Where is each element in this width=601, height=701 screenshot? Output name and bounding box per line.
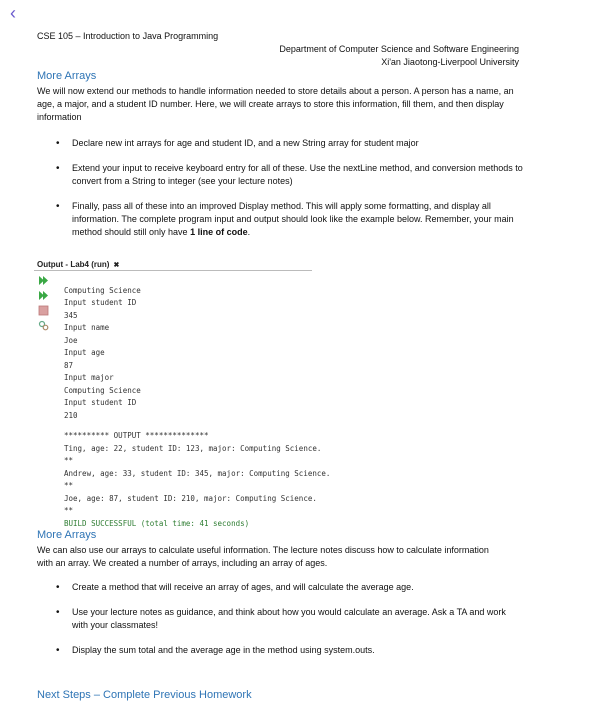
bullet-text: Extend your input to receive keyboard entry for all of these. Use the nextLine method, and conversion methods to convert from a String to integer (see your lecture notes) [72,163,523,186]
section2-bullet-list [56,581,516,657]
bullet-text: Use your lecture notes as guidance, and think about how you would calculate an average. Ask a TA and work with your classmates! [72,607,506,630]
back-icon[interactable]: ‹ [10,3,16,23]
console-line: Joe [64,335,78,345]
console-result: Ting, age: 22, student ID: 123, major: Computing Science. [64,443,322,453]
section1-intro: We will now extend our methods to handle information needed to store details about a person. A person has a name, an age, a major, and a student ID number. Here, we will create arrays to store this information, fill them, and then display information [37,86,514,122]
bullet-text: Display the sum total and the average age in the method using system.outs. [72,645,375,655]
console-result: Joe, age: 87, student ID: 210, major: Computing Science. [64,493,317,503]
course-title: CSE 105 – Introduction to Java Programming [37,31,219,41]
console-output-header: ********** OUTPUT ************** [64,431,209,440]
section2-bullet [56,581,516,594]
console-line: Computing Science [64,385,141,395]
output-tab[interactable] [37,260,119,269]
bullet-icon: • [56,607,60,618]
bullet-text: Finally, pass all of these into an improved Display method. This will apply some formatting, and display all information. The complete program input and output should look like the example below. Remember, your main method should still only have [72,201,514,237]
section2-heading: More Arrays [37,529,97,541]
output-tab-label: Output - Lab4 (run) [37,260,110,269]
console-line: 210 [64,410,78,420]
bullet-bold-text: 1 line of code [190,227,248,237]
close-icon[interactable]: ✖ [113,262,120,269]
output-divider [34,270,312,271]
bullet-icon: • [56,138,60,149]
console-line: Input age [64,348,105,357]
console-line: Input student ID [64,298,137,307]
section1-bullet [56,200,526,239]
console-separator: ** [64,481,74,490]
department-name: Department of Computer Science and Software Engineering [279,44,519,54]
bullet-icon: • [56,163,60,174]
rerun-with-params-icon[interactable] [38,290,49,301]
console-line: Input major [64,373,114,382]
rerun-icon[interactable] [38,275,49,286]
console-output [64,272,330,543]
console-line: Input student ID [64,398,137,407]
university-name: Xi'an Jiaotong-Liverpool University [381,57,519,67]
console-line: 345 [64,310,78,320]
bullet-text: Declare new int arrays for age and student ID, and a new String array for student major [72,138,419,148]
settings-icon[interactable] [38,320,49,331]
section2-bullet [56,644,516,657]
section2-bullet [56,606,516,632]
console-line: Input name [64,323,110,332]
bullet-icon: • [56,201,60,212]
console-separator: ** [64,456,74,465]
bullet-icon: • [56,645,60,656]
section1-heading: More Arrays [37,70,97,82]
bullet-text: Create a method that will receive an array of ages, and will calculate the average age. [72,582,414,592]
section2-intro: We can also use our arrays to calculate useful information. The lecture notes discuss how to calculate information with an array. We created a number of arrays, including an array of ages. [37,545,489,568]
output-toolbar [38,275,50,335]
console-result: Andrew, age: 33, student ID: 345, major: Computing Science. [64,468,331,478]
section1-bullet [56,162,526,188]
bullet-end: . [247,227,251,237]
next-steps-heading: Next Steps – Complete Previous Homework [37,689,252,701]
bullet-icon: • [56,582,60,593]
section1-bullet [56,137,526,150]
console-separator: ** [64,506,74,515]
console-line: Computing Science [64,285,141,295]
build-status: BUILD SUCCESSFUL (total time: 41 seconds) [64,518,250,528]
section1-bullet-list [56,137,526,239]
console-line: 87 [64,360,74,370]
stop-icon[interactable] [38,305,49,316]
